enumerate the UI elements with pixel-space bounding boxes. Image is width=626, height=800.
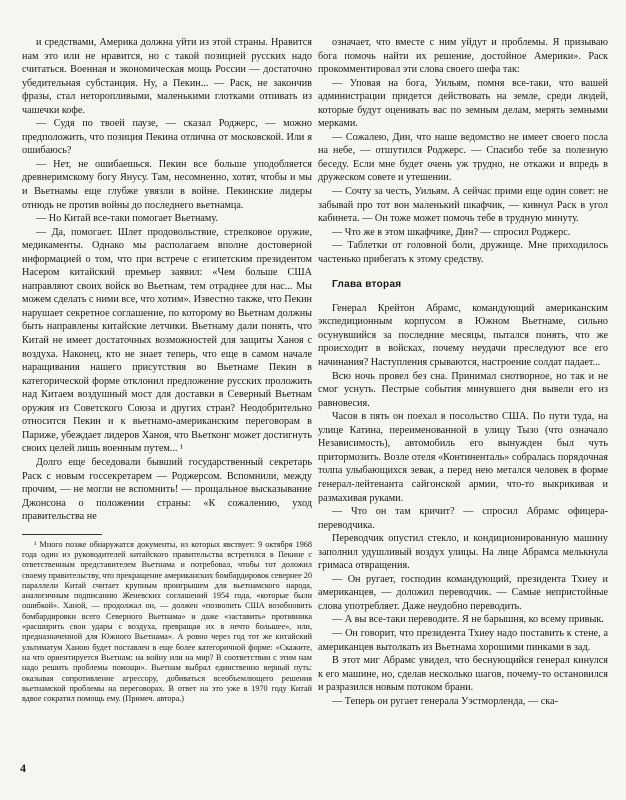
paragraph: — Таблетки от головной боли, дружище. Мне приходилось частенько прибегать к этому средству.	[318, 240, 608, 265]
paragraph: — А вы все-таки переводите. Я не барышня, ко всему привык.	[332, 614, 604, 626]
paragraph: — Да, помогает. Шлет продовольствие, стрелковое оружие, медикаменты. Однако мы располагаем вполне достоверной информацией о том, что при встрече с египетским президентом Насером китайский премьер заявил: «Чем больше США направляют своих войск во Вьетнам, тем отраднее для нас... Мы можем сделать с ними все, что хотим». Известно также, что Пекин нарушает секретное соглашение, по которому во Вьетнам должны быть направлены китайские летчики. Вьетнаму дали понять, что Китай не имеет достаточных возможностей для защиты Ханоя с воздуха. Наконец, кто не знает теперь, что еще в самом начале наращивания нашего присутствия во Вьетнаме Пекин в категорической форме отклонил предложение русских проложить над Китаем воздушный мост для доставки в Северный Вьетнам оружия из Советского Союза и других стран? Неодобрительно относится Пекин и к вьетнамо-американским переговорам в Париже, убеждает лидеров Ханоя, что Вьетконг может достигнуть своих целей лишь военным путем... ¹	[22, 226, 312, 455]
left-column	[22, 36, 312, 704]
paragraph: Всю ночь провел без сна. Принимал снотворное, но так и не смог уснуть. Пестрые события минувшего дня вывели его из равновесия.	[318, 370, 608, 409]
paragraph: — Что же в этом шкафчике, Дин? — спросил Роджерс.	[332, 226, 571, 238]
paragraph: — Сочту за честь, Уильям. А сейчас прими еще один совет: не забывай про тот вон маленький шкафчик, — кивнул Раск в угол кабинета. — Он тоже может помочь тебе в трудную минуту.	[318, 186, 608, 225]
paragraph: и средствами, Америка должна уйти из этой страны. Нравится нам это или не нравится, но с такой позицией русских надо считаться. Военная и экономическая мощь России — достаточно убедительная субстанция. Ну, а Пекин... — Раск, не закончив фразы, стал неторопливыми, маленькими глотками отпивать из чашечки кофе.	[22, 37, 312, 116]
paragraph: — Судя по твоей паузе, — сказал Роджерс, — можно предположить, что позиция Пекина отлична от московской. Или я ошибаюсь?	[22, 118, 312, 157]
paragraph: Часов в пять он поехал в посольство США. По пути туда, на улице Катина, переименованной в улицу Тызо (что означало Независимость), автомобиль его вынужден был чуть притормозить. Возле отеля «Континенталь» собралась порядочная толпа улыбающихся зевак, а перед нею метался человек в форме генерал-лейтенанта сайгонской армии, что-то выкрикивая и размахивая руками.	[318, 411, 608, 504]
paragraph: — Теперь он ругает генерала Уэстморленда, — ска-	[332, 695, 558, 707]
page-number: 4	[20, 761, 26, 775]
footnote-divider	[22, 534, 102, 535]
right-column	[318, 36, 608, 708]
paragraph: — Но Китай все-таки помогает Вьетнаму.	[36, 213, 219, 225]
paragraph: — Он ругает, господин командующий, президента Тхиеу и американцев, — доложил переводчик. — Самые непристойные слова употребляет. Даже неудобно переводить.	[318, 573, 608, 612]
paragraph: означает, что вместе с ним уйдут и проблемы. Я призываю бога помочь найти их решение, достойное Америки». Раск прокомментировал эти слова своего шефа так:	[318, 37, 608, 76]
paragraph: — Нет, не ошибаешься. Пекин все больше уподобляется древнеримскому богу Янусу. Там, несомненно, хотят, чтобы и мы и Вьетнамы еще глубже увязли в войне. Пекинские лидеры отнюдь не против войны до последнего вьетнамца.	[22, 158, 312, 211]
paragraph: — Сожалею, Дин, что наше ведомство не имеет своего посла на небе, — отшутился Роджерс. — Спасибо тебе за полезную беседу. Если мне будет очень уж трудно, не откажи и впредь в дружеском совете и утешении.	[318, 131, 608, 184]
paragraph: — Он говорит, что президента Тхиеу надо поставить к стене, а американцев вытолкать из Вьетнама хорошими пинками в зад.	[318, 627, 608, 653]
paragraph: — Что он там кричит? — спросил Абрамс офицера-переводчика.	[318, 506, 608, 531]
footnote: ¹ Много позже обнаружатся документы, из которых явствует: 9 октября 1968 года один из руководителей китайского правительства встретился в Пекине с ответственным представителем Вьетнама и потребовал, чтобы тот доложил своему правительству, что прекращение американских бомбардировок севернее 20 параллели Китай считает крупным проигрышем для вьетнамского народа, аналогичным подписанию Женевских соглашений 1954 года, «которые были ошибкой». Ханой, — продолжал он, — должен «позволить США возобновить бомбардировки всего Северного Вьетнама» и даже «заставить» противника «расширить свои удары с воздуха, превращая их в нечто большее», или, предназначенной для Южного Вьетнама». А ровно через год тот же китайский ультиматум Ханою будет поставлен в еще более категоричной форме: «Скажите, на что ориентируется Вьетнам: на войну или на мир? В соответствии с этим нам надо решить проблемы помощи». Вьетнам выбрал единственно верный путь: оказывая сопротивление агрессору, добиваться всеобъемлющего решения вьетнамской проблемы на переговорах. В ответ на это уже в 1970 году Китай вдвое сократил помощь ему. (Примеч. автора.)	[22, 539, 312, 704]
paragraph: В этот миг Абрамс увидел, что беснующийся генерал кинулся к его машине, но, сделав несколько шагов, почему-то остановился и разразился новым потоком брани.	[318, 655, 608, 694]
paragraph: Генерал Крейтон Абрамс, командующий американским экспедиционным корпусом в Южном Вьетнаме, сильно осунувшийся за последние месяцы, пытался понять, что же происходит в войсках, почему неудачи преследуют все его начинания? Наступления срываются, настроение солдат падает...	[318, 302, 608, 369]
paragraph: Долго еще беседовали бывший государственный секретарь Раск с новым госсекретарем — Роджерсом. Вспомнили, между прочим, — не могли не вспомнить! — прощальное высказывание Джонсона о положении страны: «К сожалению, уход правительства не	[22, 456, 312, 523]
paragraph: — Уповая на бога, Уильям, помня все-таки, что вашей администрации придется действовать на земле, среди людей, которые будут оценивать вас по земным делам, мерять земными мерками.	[318, 77, 608, 130]
chapter-title: Глава вторая	[332, 279, 402, 291]
paragraph: Переводчик опустил стекло, и кондиционированную машину заполнил удушливый воздух улицы. На лице Абрамса мелькнула гримаса отвращения.	[318, 533, 608, 572]
